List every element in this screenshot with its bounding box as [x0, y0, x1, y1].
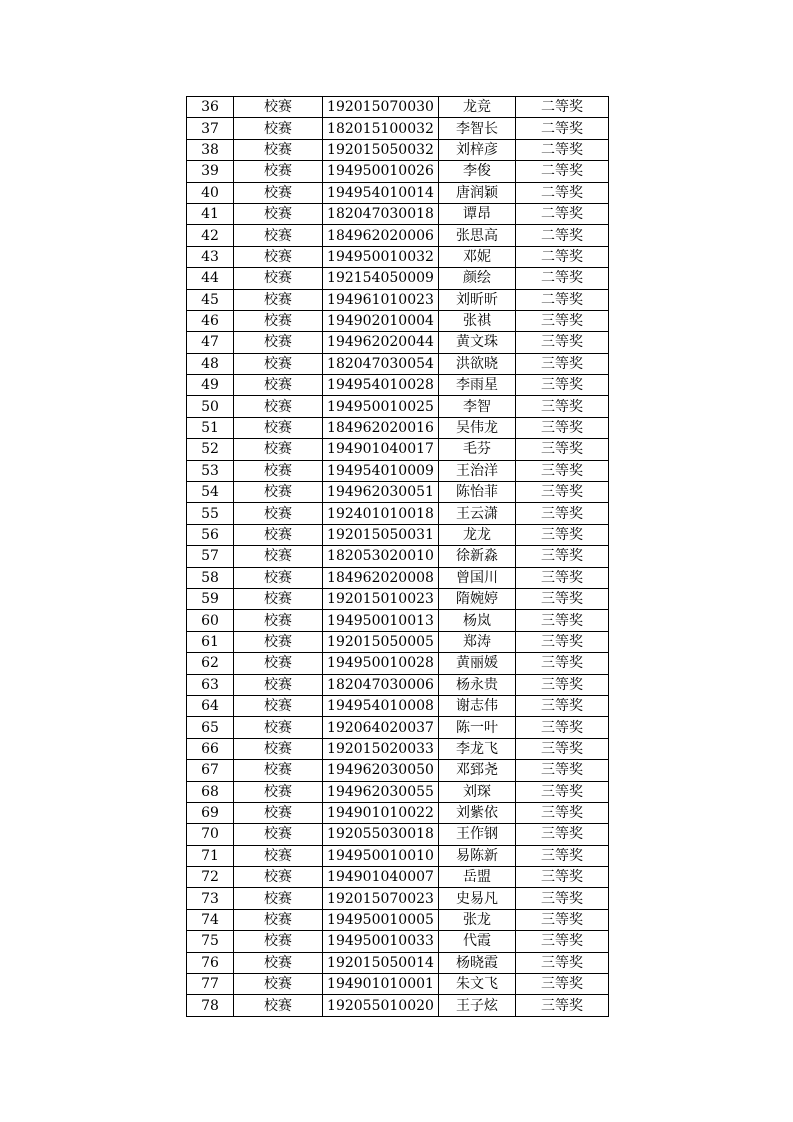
award-cell: 三等奖: [516, 888, 609, 909]
competition-type-cell: 校赛: [234, 567, 323, 588]
award-cell: 三等奖: [516, 717, 609, 738]
competition-type-cell: 校赛: [234, 375, 323, 396]
award-cell: 三等奖: [516, 931, 609, 952]
student-name-cell: 黄文珠: [439, 332, 516, 353]
row-number-cell: 59: [187, 588, 234, 609]
table-row: [187, 674, 609, 695]
award-cell: 三等奖: [516, 332, 609, 353]
table-row: [187, 524, 609, 545]
row-number-cell: 52: [187, 439, 234, 460]
student-id-cell: 194950010032: [323, 246, 439, 267]
row-number-cell: 77: [187, 974, 234, 995]
row-number-cell: 56: [187, 524, 234, 545]
competition-type-cell: 校赛: [234, 653, 323, 674]
table-row: [187, 460, 609, 481]
student-id-cell: 194901010001: [323, 974, 439, 995]
table-row: [187, 931, 609, 952]
student-name-cell: 杨晓霞: [439, 952, 516, 973]
competition-type-cell: 校赛: [234, 396, 323, 417]
student-name-cell: 易陈新: [439, 845, 516, 866]
table-row: [187, 888, 609, 909]
row-number-cell: 67: [187, 760, 234, 781]
award-cell: 三等奖: [516, 824, 609, 845]
row-number-cell: 50: [187, 396, 234, 417]
table-row: [187, 546, 609, 567]
row-number-cell: 37: [187, 118, 234, 139]
row-number-cell: 70: [187, 824, 234, 845]
student-id-cell: 194902010004: [323, 310, 439, 331]
student-name-cell: 刘梓彦: [439, 139, 516, 160]
row-number-cell: 57: [187, 546, 234, 567]
student-id-cell: 194950010033: [323, 931, 439, 952]
row-number-cell: 55: [187, 503, 234, 524]
student-id-cell: 194950010026: [323, 161, 439, 182]
table-row: [187, 203, 609, 224]
row-number-cell: 45: [187, 289, 234, 310]
student-name-cell: 毛芬: [439, 439, 516, 460]
student-name-cell: 隋婉婷: [439, 588, 516, 609]
competition-type-cell: 校赛: [234, 460, 323, 481]
table-row: [187, 695, 609, 716]
student-id-cell: 194962030050: [323, 760, 439, 781]
table-row: [187, 161, 609, 182]
award-cell: 三等奖: [516, 952, 609, 973]
student-name-cell: 张思高: [439, 225, 516, 246]
table-row: [187, 182, 609, 203]
row-number-cell: 49: [187, 375, 234, 396]
table-row: [187, 909, 609, 930]
student-name-cell: 史易凡: [439, 888, 516, 909]
award-cell: 三等奖: [516, 802, 609, 823]
award-cell: 三等奖: [516, 396, 609, 417]
student-id-cell: 192015050031: [323, 524, 439, 545]
student-id-cell: 194962020044: [323, 332, 439, 353]
student-name-cell: 王治洋: [439, 460, 516, 481]
table-row: [187, 952, 609, 973]
table-row: [187, 310, 609, 331]
student-id-cell: 184962020016: [323, 417, 439, 438]
table-row: [187, 867, 609, 888]
student-name-cell: 李智长: [439, 118, 516, 139]
row-number-cell: 42: [187, 225, 234, 246]
student-id-cell: 194901010022: [323, 802, 439, 823]
row-number-cell: 68: [187, 781, 234, 802]
student-id-cell: 184962020006: [323, 225, 439, 246]
table-row: [187, 995, 609, 1016]
award-cell: 三等奖: [516, 674, 609, 695]
competition-type-cell: 校赛: [234, 225, 323, 246]
student-id-cell: 184962020008: [323, 567, 439, 588]
student-name-cell: 杨岚: [439, 610, 516, 631]
row-number-cell: 63: [187, 674, 234, 695]
competition-type-cell: 校赛: [234, 888, 323, 909]
competition-type-cell: 校赛: [234, 824, 323, 845]
award-cell: 三等奖: [516, 610, 609, 631]
competition-type-cell: 校赛: [234, 974, 323, 995]
table-row: [187, 289, 609, 310]
competition-type-cell: 校赛: [234, 139, 323, 160]
row-number-cell: 43: [187, 246, 234, 267]
student-id-cell: 192154050009: [323, 268, 439, 289]
award-cell: 三等奖: [516, 482, 609, 503]
row-number-cell: 40: [187, 182, 234, 203]
student-id-cell: 194901040007: [323, 867, 439, 888]
table-row: [187, 802, 609, 823]
row-number-cell: 73: [187, 888, 234, 909]
award-cell: 三等奖: [516, 353, 609, 374]
student-name-cell: 颜绘: [439, 268, 516, 289]
table-row: [187, 760, 609, 781]
student-id-cell: 194950010010: [323, 845, 439, 866]
competition-type-cell: 校赛: [234, 289, 323, 310]
results-table: [186, 96, 609, 1017]
table-row: [187, 417, 609, 438]
competition-type-cell: 校赛: [234, 631, 323, 652]
student-name-cell: 王作钢: [439, 824, 516, 845]
student-id-cell: 194950010005: [323, 909, 439, 930]
row-number-cell: 48: [187, 353, 234, 374]
student-name-cell: 代霞: [439, 931, 516, 952]
row-number-cell: 62: [187, 653, 234, 674]
student-name-cell: 谭昂: [439, 203, 516, 224]
row-number-cell: 38: [187, 139, 234, 160]
student-name-cell: 张龙: [439, 909, 516, 930]
student-name-cell: 曾国川: [439, 567, 516, 588]
table-row: [187, 139, 609, 160]
student-id-cell: 182047030018: [323, 203, 439, 224]
student-id-cell: 192055010020: [323, 995, 439, 1016]
row-number-cell: 72: [187, 867, 234, 888]
competition-type-cell: 校赛: [234, 161, 323, 182]
award-cell: 三等奖: [516, 588, 609, 609]
row-number-cell: 78: [187, 995, 234, 1016]
competition-type-cell: 校赛: [234, 867, 323, 888]
row-number-cell: 74: [187, 909, 234, 930]
student-id-cell: 182053020010: [323, 546, 439, 567]
row-number-cell: 36: [187, 97, 234, 118]
award-cell: 二等奖: [516, 289, 609, 310]
award-cell: 二等奖: [516, 246, 609, 267]
row-number-cell: 75: [187, 931, 234, 952]
table-row: [187, 845, 609, 866]
student-name-cell: 李龙飞: [439, 738, 516, 759]
student-id-cell: 192015070023: [323, 888, 439, 909]
award-cell: 三等奖: [516, 760, 609, 781]
student-name-cell: 龙竞: [439, 97, 516, 118]
competition-type-cell: 校赛: [234, 203, 323, 224]
row-number-cell: 41: [187, 203, 234, 224]
student-name-cell: 刘紫依: [439, 802, 516, 823]
row-number-cell: 66: [187, 738, 234, 759]
row-number-cell: 53: [187, 460, 234, 481]
competition-type-cell: 校赛: [234, 524, 323, 545]
student-id-cell: 192401010018: [323, 503, 439, 524]
table-row: [187, 482, 609, 503]
competition-type-cell: 校赛: [234, 952, 323, 973]
award-cell: 二等奖: [516, 161, 609, 182]
student-id-cell: 192015050032: [323, 139, 439, 160]
table-row: [187, 97, 609, 118]
award-cell: 三等奖: [516, 417, 609, 438]
competition-type-cell: 校赛: [234, 760, 323, 781]
award-cell: 三等奖: [516, 909, 609, 930]
row-number-cell: 71: [187, 845, 234, 866]
table-row: [187, 353, 609, 374]
award-cell: 二等奖: [516, 139, 609, 160]
table-row: [187, 974, 609, 995]
competition-type-cell: 校赛: [234, 182, 323, 203]
student-name-cell: 唐润颖: [439, 182, 516, 203]
student-name-cell: 李智: [439, 396, 516, 417]
student-id-cell: 194954010014: [323, 182, 439, 203]
competition-type-cell: 校赛: [234, 246, 323, 267]
student-name-cell: 王云潇: [439, 503, 516, 524]
competition-type-cell: 校赛: [234, 802, 323, 823]
row-number-cell: 51: [187, 417, 234, 438]
student-id-cell: 194961010023: [323, 289, 439, 310]
student-id-cell: 182015100032: [323, 118, 439, 139]
student-id-cell: 194954010028: [323, 375, 439, 396]
table-row: [187, 375, 609, 396]
student-id-cell: 194954010008: [323, 695, 439, 716]
competition-type-cell: 校赛: [234, 417, 323, 438]
student-name-cell: 陈一叶: [439, 717, 516, 738]
award-cell: 三等奖: [516, 974, 609, 995]
student-name-cell: 谢志伟: [439, 695, 516, 716]
student-id-cell: 192015010023: [323, 588, 439, 609]
award-cell: 三等奖: [516, 439, 609, 460]
award-cell: 二等奖: [516, 97, 609, 118]
competition-type-cell: 校赛: [234, 610, 323, 631]
student-id-cell: 182047030054: [323, 353, 439, 374]
award-cell: 三等奖: [516, 524, 609, 545]
student-id-cell: 192015050005: [323, 631, 439, 652]
table-row: [187, 610, 609, 631]
student-name-cell: 王子炫: [439, 995, 516, 1016]
competition-type-cell: 校赛: [234, 845, 323, 866]
competition-type-cell: 校赛: [234, 353, 323, 374]
award-cell: 三等奖: [516, 781, 609, 802]
competition-type-cell: 校赛: [234, 439, 323, 460]
student-name-cell: 郑涛: [439, 631, 516, 652]
row-number-cell: 44: [187, 268, 234, 289]
student-id-cell: 182047030006: [323, 674, 439, 695]
award-cell: 三等奖: [516, 546, 609, 567]
competition-type-cell: 校赛: [234, 909, 323, 930]
student-id-cell: 194962030055: [323, 781, 439, 802]
student-name-cell: 李俊: [439, 161, 516, 182]
results-table-body: [187, 97, 609, 1017]
student-name-cell: 陈怡菲: [439, 482, 516, 503]
table-row: [187, 653, 609, 674]
award-cell: 三等奖: [516, 845, 609, 866]
row-number-cell: 61: [187, 631, 234, 652]
student-name-cell: 刘昕昕: [439, 289, 516, 310]
award-cell: 三等奖: [516, 503, 609, 524]
student-name-cell: 洪欲晓: [439, 353, 516, 374]
table-row: [187, 717, 609, 738]
table-row: [187, 246, 609, 267]
student-name-cell: 龙龙: [439, 524, 516, 545]
table-row: [187, 225, 609, 246]
student-name-cell: 岳盟: [439, 867, 516, 888]
table-row: [187, 118, 609, 139]
award-cell: 三等奖: [516, 310, 609, 331]
table-row: [187, 503, 609, 524]
table-row: [187, 824, 609, 845]
competition-type-cell: 校赛: [234, 503, 323, 524]
student-id-cell: 192055030018: [323, 824, 439, 845]
table-row: [187, 396, 609, 417]
row-number-cell: 46: [187, 310, 234, 331]
row-number-cell: 65: [187, 717, 234, 738]
student-id-cell: 194950010025: [323, 396, 439, 417]
student-id-cell: 194954010009: [323, 460, 439, 481]
competition-type-cell: 校赛: [234, 931, 323, 952]
student-name-cell: 刘琛: [439, 781, 516, 802]
award-cell: 二等奖: [516, 225, 609, 246]
student-id-cell: 192015050014: [323, 952, 439, 973]
student-id-cell: 194962030051: [323, 482, 439, 503]
competition-type-cell: 校赛: [234, 588, 323, 609]
student-id-cell: 194901040017: [323, 439, 439, 460]
row-number-cell: 39: [187, 161, 234, 182]
competition-type-cell: 校赛: [234, 546, 323, 567]
award-cell: 二等奖: [516, 118, 609, 139]
competition-type-cell: 校赛: [234, 738, 323, 759]
student-name-cell: 朱文飞: [439, 974, 516, 995]
competition-type-cell: 校赛: [234, 97, 323, 118]
row-number-cell: 69: [187, 802, 234, 823]
student-name-cell: 杨永贵: [439, 674, 516, 695]
award-cell: 三等奖: [516, 653, 609, 674]
row-number-cell: 58: [187, 567, 234, 588]
award-cell: 二等奖: [516, 203, 609, 224]
award-cell: 三等奖: [516, 867, 609, 888]
table-row: [187, 268, 609, 289]
row-number-cell: 54: [187, 482, 234, 503]
competition-type-cell: 校赛: [234, 695, 323, 716]
competition-type-cell: 校赛: [234, 482, 323, 503]
table-row: [187, 588, 609, 609]
competition-type-cell: 校赛: [234, 332, 323, 353]
award-cell: 二等奖: [516, 268, 609, 289]
student-name-cell: 邓郅尧: [439, 760, 516, 781]
competition-type-cell: 校赛: [234, 310, 323, 331]
award-cell: 三等奖: [516, 995, 609, 1016]
table-row: [187, 781, 609, 802]
row-number-cell: 47: [187, 332, 234, 353]
table-row: [187, 567, 609, 588]
student-name-cell: 徐新淼: [439, 546, 516, 567]
award-cell: 三等奖: [516, 375, 609, 396]
row-number-cell: 64: [187, 695, 234, 716]
table-row: [187, 332, 609, 353]
table-row: [187, 738, 609, 759]
row-number-cell: 76: [187, 952, 234, 973]
competition-type-cell: 校赛: [234, 995, 323, 1016]
award-cell: 三等奖: [516, 460, 609, 481]
student-name-cell: 黄丽媛: [439, 653, 516, 674]
competition-type-cell: 校赛: [234, 118, 323, 139]
student-name-cell: 邓妮: [439, 246, 516, 267]
competition-type-cell: 校赛: [234, 674, 323, 695]
award-cell: 二等奖: [516, 182, 609, 203]
award-cell: 三等奖: [516, 695, 609, 716]
award-cell: 三等奖: [516, 738, 609, 759]
student-name-cell: 李雨星: [439, 375, 516, 396]
award-cell: 三等奖: [516, 631, 609, 652]
student-name-cell: 吴伟龙: [439, 417, 516, 438]
table-row: [187, 631, 609, 652]
table-row: [187, 439, 609, 460]
student-id-cell: 194950010013: [323, 610, 439, 631]
student-id-cell: 192015020033: [323, 738, 439, 759]
competition-type-cell: 校赛: [234, 717, 323, 738]
competition-type-cell: 校赛: [234, 268, 323, 289]
row-number-cell: 60: [187, 610, 234, 631]
student-id-cell: 194950010028: [323, 653, 439, 674]
student-id-cell: 192064020037: [323, 717, 439, 738]
student-id-cell: 192015070030: [323, 97, 439, 118]
competition-type-cell: 校赛: [234, 781, 323, 802]
student-name-cell: 张祺: [439, 310, 516, 331]
award-cell: 三等奖: [516, 567, 609, 588]
